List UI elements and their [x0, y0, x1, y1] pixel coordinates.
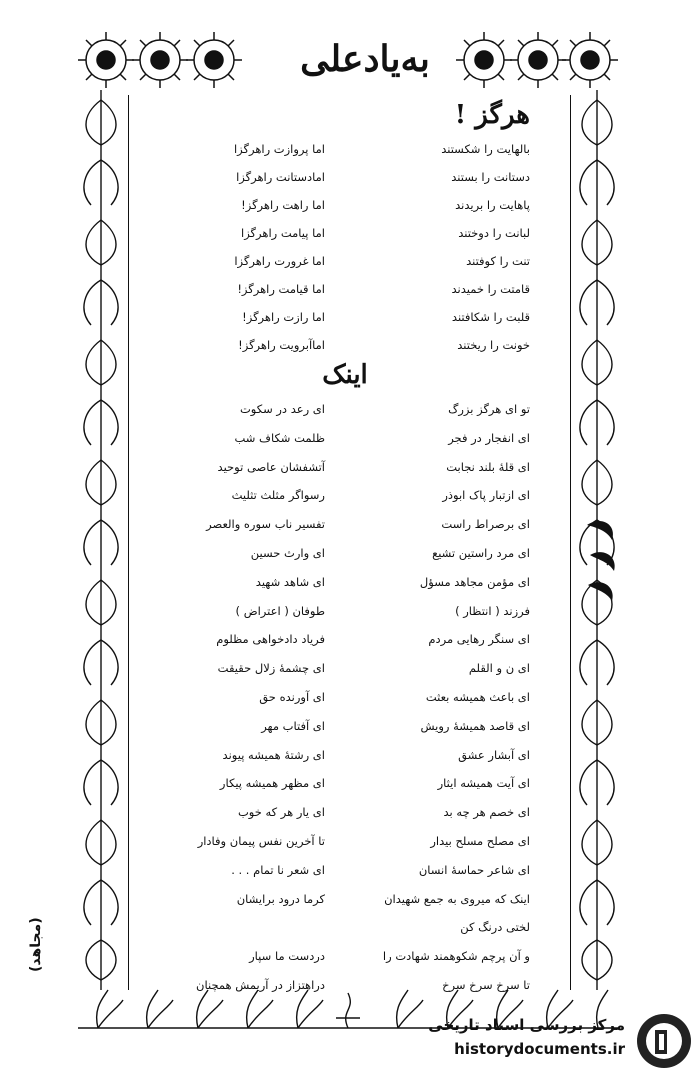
- poem-line-right: خونت را ریختند: [457, 338, 530, 352]
- poem-line-left: فریاد دادخواهی مظلوم: [216, 632, 325, 647]
- poem-line: [150, 949, 530, 978]
- archive-logo-icon: [633, 1010, 695, 1072]
- poem-line: [150, 575, 530, 604]
- poem-line: [150, 661, 530, 690]
- poem-line-left: اما رازت راهرگز!: [242, 310, 325, 324]
- poem-line-left: آتشفشان عاصی توحید: [217, 459, 325, 474]
- poem-line: [150, 978, 530, 1007]
- poem-line: [150, 719, 530, 748]
- poem-line-right: ای قاصد همیشهٔ رویش: [420, 718, 530, 733]
- poem-line-left: دراهتزاز در آریمش همچنان: [196, 977, 325, 992]
- poem-line-right: بالهایت را شکستند: [441, 142, 530, 156]
- poem-line: [150, 282, 530, 310]
- poem-line-right: تا سرخ سرخ سرخ: [442, 977, 530, 992]
- poem-line-left: اما پروازت راهرگزا: [233, 142, 325, 156]
- poem-line-left: ای وارث حسین: [250, 545, 325, 560]
- poem-line-left: اما راهت راهرگز!: [241, 198, 325, 212]
- poem-line-left: ای آفتاب مهر: [261, 718, 325, 733]
- left-ornament-border: [76, 90, 126, 990]
- poem-line-left: تفسیر ناب سوره والعصر: [206, 517, 325, 532]
- poem-line-left: ای رشتهٔ همیشه پیوند: [222, 747, 325, 762]
- poem-line: [150, 254, 530, 282]
- poem-line-left: اما پیامت راهرگزا: [241, 226, 325, 240]
- poem-line: [150, 402, 530, 431]
- poem-line-right: ای شاعر حماسهٔ انسان: [418, 862, 530, 877]
- side-flourish-icon: [582, 515, 622, 615]
- poem-line-right: ای مرد راستین تشیع: [432, 545, 530, 560]
- poem-line-left: ای مظهر همیشه پیکار: [219, 776, 325, 791]
- poem-line: [150, 546, 530, 575]
- poem-line: [150, 310, 530, 338]
- poem-line: [150, 690, 530, 719]
- poem-line: [150, 517, 530, 546]
- section-heading-hargez: هرگز !: [454, 100, 530, 130]
- page-title: به‌یادعلی: [300, 38, 430, 80]
- poem-line-left: طوفان ( اعتراض ): [235, 603, 325, 618]
- poem-line-left: دردست ما سپار: [249, 949, 325, 964]
- poem-line-left: ای شعر نا تمام . . .: [231, 862, 325, 877]
- poem-part-2: [150, 402, 530, 1007]
- poem-line-left: ظلمت شکاف شب: [234, 430, 325, 445]
- poem-line-left: امادستانت راهرگزا: [236, 170, 325, 184]
- poem-line: [150, 226, 530, 254]
- poem-line: [150, 892, 530, 921]
- poem-line-right: قلبت را شکافتند: [451, 310, 530, 324]
- poem-line-right: ای سنگر رهایی مردم: [428, 632, 530, 647]
- poem-line-right: فرزند ( انتظار ): [455, 603, 530, 618]
- poem-line-left: ای آورنده حق: [259, 689, 325, 704]
- poem-line-right: لختی درنگ کن: [460, 920, 530, 935]
- poem-line-right: لبانت را دوختند: [458, 226, 530, 240]
- poem-line-right: قامتت را خمیدند: [451, 282, 530, 296]
- poem-line: [150, 834, 530, 863]
- poem-line-left: رسواگر مثلث تثلیث: [231, 488, 325, 503]
- poem-line-right: دستانت را بستند: [451, 170, 530, 184]
- frame-rule-right: [570, 95, 571, 990]
- poem-line-right: ای مصلح مسلح بیدار: [430, 833, 530, 848]
- poem-line-right: پاهایت را بریدند: [455, 198, 530, 212]
- poem-part-1: [150, 142, 530, 366]
- poem-line-right: ای باعث همیشه بعثت: [425, 689, 530, 704]
- poem-line: [150, 776, 530, 805]
- poem-line-right: ای ن و القلم: [468, 661, 530, 676]
- poem-line-left: کرما درود برایشان: [236, 891, 325, 906]
- poem-line-left: اماآبرویت راهرگز!: [238, 338, 325, 352]
- poem-line-left: ای چشمهٔ زلال حقیقت: [217, 661, 325, 676]
- poem-line-left: تا آخرین نفس پیمان وفادار: [197, 833, 325, 848]
- poem-line: [150, 431, 530, 460]
- watermark-line1: مرکز بررسی اسناد تاریخی: [428, 1016, 625, 1034]
- poem-line-right: ای آبشار عشق: [458, 747, 530, 762]
- poem-line: [150, 920, 530, 949]
- poem-line-right: تو ای هرگز بزرگ: [448, 402, 530, 416]
- poem-line: [150, 142, 530, 170]
- poem-line-right: ای انفجار در فجر: [448, 430, 530, 445]
- poem-line-right: ای ازتبار پاک ابوذر: [442, 488, 530, 503]
- poem-line-left: اما قیامت راهرگز!: [237, 282, 325, 296]
- poem-line: [150, 604, 530, 633]
- poem-line: [150, 632, 530, 661]
- side-note: (مجاهد): [28, 917, 44, 973]
- poem-line: [150, 748, 530, 777]
- poem-line-right: ای برصراط راست: [441, 517, 530, 532]
- poem-line-right: ای مؤمن مجاهد مسؤل: [419, 574, 530, 589]
- poem-line: [150, 460, 530, 489]
- poem-line-right: ای خصم هر چه بد: [443, 805, 530, 820]
- poem-line: [150, 863, 530, 892]
- poem-line: [150, 170, 530, 198]
- frame-rule-left: [128, 95, 129, 990]
- archive-watermark: [405, 1010, 695, 1070]
- poem-line: [150, 805, 530, 834]
- section-heading-inak: اینک: [322, 360, 368, 390]
- poem-line-left: ای رعد در سکوت: [239, 402, 325, 416]
- poem-line-right: تنت را کوفتند: [466, 254, 530, 268]
- poem-line-right: اینک که میروی به جمع شهیدان: [384, 891, 530, 906]
- poem-line-left: ای شاهد شهید: [255, 574, 325, 589]
- poem-line: [150, 488, 530, 517]
- poem-line-right: ای آیت همیشه ایثار: [437, 776, 530, 791]
- watermark-line2: historydocuments.ir: [454, 1040, 625, 1058]
- poem-line-left: ای یار هر که خوب: [237, 805, 325, 820]
- poem-line-left: اما غرورت راهرگزا: [234, 254, 325, 268]
- poem-line-right: ای قلهٔ بلند نجابت: [446, 459, 530, 474]
- poem-line: [150, 198, 530, 226]
- poem-line-right: و آن پرچم شکوهمند شهادت را: [382, 949, 530, 964]
